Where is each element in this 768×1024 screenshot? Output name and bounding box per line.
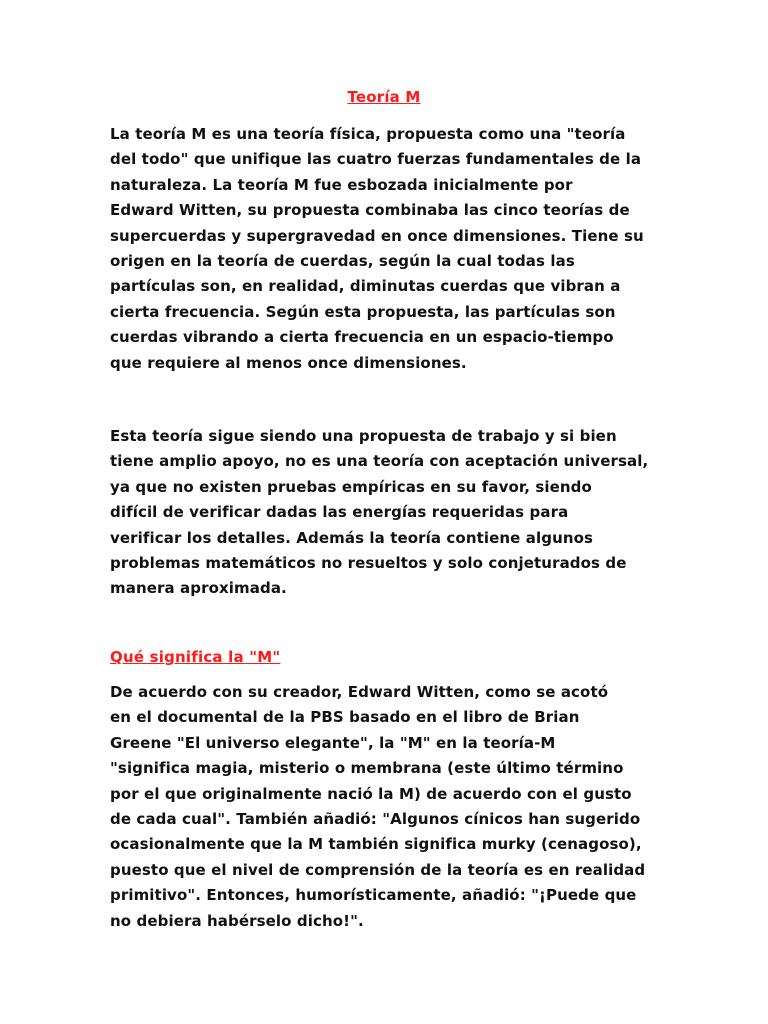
text-line: por el que originalmente nació la M) de acuerdo con el gusto	[110, 784, 632, 803]
text-line: origen en la teoría de cuerdas, según la cual todas las	[110, 251, 575, 270]
text-line: primitivo". Entonces, humorísticamente, añadió: "¡Puede que	[110, 886, 637, 905]
text-line: tiene amplio apoyo, no es una teoría con aceptación universal,	[110, 452, 649, 471]
paragraph-intro	[110, 122, 670, 376]
text-line: del todo" que unifique las cuatro fuerzas fundamentales de la	[110, 150, 642, 169]
text-line: Edward Witten, su propuesta combinaba las cinco teorías de	[110, 201, 630, 220]
text-line: La teoría M es una teoría física, propuesta como una "teoría	[110, 125, 626, 143]
text-line: "significa magia, misterio o membrana (este último término	[110, 759, 624, 778]
text-line: no debiera habérselo dicho!".	[110, 911, 364, 930]
text-line: en el documental de la PBS basado en el libro de Brian	[110, 708, 580, 727]
text-line: ocasionalmente que la M también significa murky (cenagoso),	[110, 835, 642, 854]
text-line: verificar los detalles. Además la teoría contiene algunos	[110, 528, 594, 547]
section-heading: Qué significa la "M"	[110, 648, 281, 666]
text-line: supercuerdas y supergravedad en once dimensiones. Tiene su	[110, 226, 644, 245]
text-line: Esta teoría sigue siendo una propuesta de trabajo y si bien	[110, 427, 617, 445]
text-line: naturaleza. La teoría M fue esbozada inicialmente por	[110, 175, 573, 194]
text-line: Greene "El universo elegante", la "M" en la teoría-M	[110, 733, 556, 752]
text-line: ya que no existen pruebas empíricas en su favor, siendo	[110, 477, 592, 496]
text-line: De acuerdo con su creador, Edward Witten, como se acotó	[110, 683, 609, 701]
text-line: partículas son, en realidad, diminutas cuerdas que vibran a	[110, 277, 621, 296]
text-line: de cada cual". También añadió: "Algunos cínicos han sugerido	[110, 809, 641, 828]
text-line: problemas matemáticos no resueltos y solo conjeturados de	[110, 553, 627, 572]
paragraph-status	[110, 424, 670, 602]
paragraph-meaning	[110, 680, 670, 934]
text-line: cuerdas vibrando a cierta frecuencia en un espacio-tiempo	[110, 328, 614, 347]
text-line: puesto que el nivel de comprensión de la teoría es en realidad	[110, 860, 646, 879]
text-line: cierta frecuencia. Según esta propuesta, las partículas son	[110, 302, 616, 321]
text-line: que requiere al menos once dimensiones.	[110, 353, 467, 372]
document-title: Teoría M	[347, 88, 421, 106]
text-line: difícil de verificar dadas las energías requeridas para	[110, 503, 569, 522]
text-line: manera aproximada.	[110, 579, 287, 598]
